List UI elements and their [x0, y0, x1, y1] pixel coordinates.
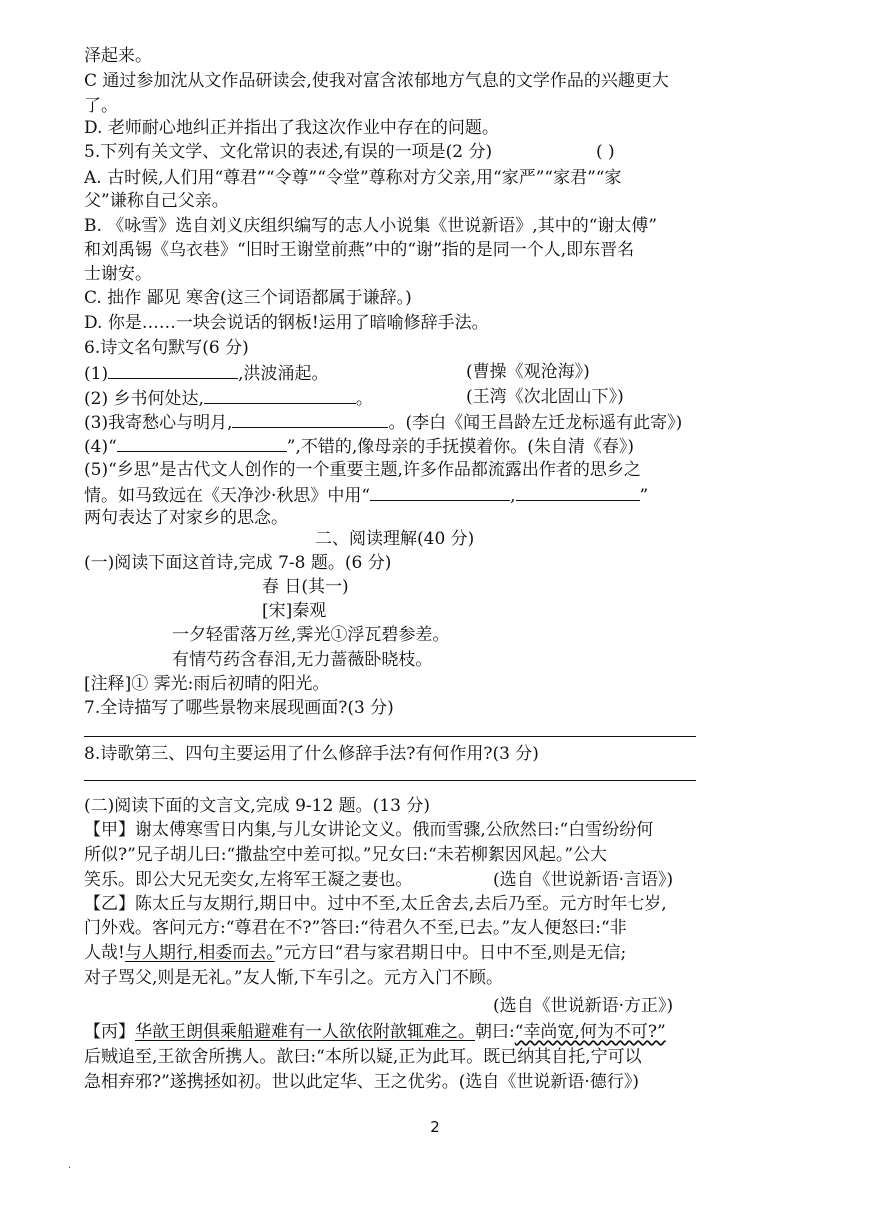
answer-blank[interactable] — [117, 433, 287, 452]
answer-line[interactable] — [84, 780, 696, 781]
question-8: 8.诗歌第三、四句主要运用了什么修辞手法?有何作用?(3 分) — [84, 744, 539, 764]
option-b-cont: 士谢安。 — [84, 264, 152, 284]
option-b-cont: 和刘禹锡《乌衣巷》“旧时王谢堂前燕”中的“谢”指的是同一个人,即东晋名 — [84, 240, 635, 260]
passage-jia: 所似?”兄子胡儿曰:“撒盐空中差可拟。”兄女曰:“未若柳絮因风起。”公大 — [84, 845, 608, 865]
poem-note: [注释]① 霁光:雨后初晴的阳光。 — [84, 674, 330, 694]
q6-item-3: (3)我寄愁心与明月, 。(李白《闻王昌龄左迁龙标遥有此寄》) — [84, 409, 682, 435]
answer-blank[interactable] — [204, 385, 356, 404]
poem-author: [宋]秦观 — [262, 601, 327, 621]
passage-jia: 笑乐。即公大兄无奕女,左将军王凝之妻也。 — [84, 870, 413, 890]
q6-item-5-cont: 两句表达了对家乡的思念。 — [84, 508, 288, 528]
underlined-sentence: 与人期行,相委而去。 — [124, 943, 275, 963]
text-line: D. 老师耐心地纠正并指出了我这次作业中存在的问题。 — [84, 118, 499, 138]
passage-jia: 【甲】谢太傅寒雪日内集,与儿女讲论文义。俄而雪骤,公欣然曰:“白雪纷纷何 — [84, 820, 654, 840]
option-c: C. 拙作 鄙见 寒舍(这三个词语都属于谦辞。) — [84, 288, 412, 308]
q6-item-4: (4)“ ”,不错的,像母亲的手抚摸着你。(朱自清《春》) — [84, 433, 634, 459]
q6-item-2: (2) 乡书何处达, 。 — [84, 385, 373, 411]
section-title: 二、阅读理解(40 分) — [315, 529, 475, 549]
poem-line: 一夕轻雷落万丝,霁光①浮瓦碧参差。 — [172, 625, 450, 645]
passage-bing: 急相弃邪?”遂携拯如初。世以此定华、王之优劣。(选自《世说新语·德行》) — [84, 1072, 639, 1092]
q6-item-5: (5)“乡思”是古代文人创作的一个重要主题,许多作品都流露出作者的思乡之 — [84, 460, 641, 480]
poem-line: 有情芍药含春泪,无力蔷薇卧晓枝。 — [172, 650, 433, 670]
passage-bing: 后贼追至,王欲舍所携人。歆曰:“本所以疑,正为此耳。既已纳其自托,宁可以 — [84, 1047, 642, 1067]
option-a-cont: 父”谦称自己父亲。 — [84, 191, 229, 211]
question-6: 6.诗文名句默写(6 分) — [84, 338, 249, 358]
passage-yi: 人哉!与人期行,相委而去。”元方曰“君与家君期日中。日中不至,则是无信; — [84, 943, 627, 963]
answer-line[interactable] — [84, 736, 696, 737]
question-7: 7.全诗描写了哪些景物来展现画面?(3 分) — [84, 698, 394, 718]
q6-item-1: (1) ,洪波涌起。 — [84, 360, 329, 386]
option-a: A. 古时候,人们用“尊君”“令尊”“令堂”尊称对方父亲,用“家严”“家君”“家 — [84, 168, 622, 188]
text-line: 泽起来。 — [84, 46, 152, 66]
text-line: 了。 — [84, 96, 118, 116]
passage-source: (选自《世说新语·方正》) — [493, 996, 674, 1016]
text-line: C 通过参加沈从文作品研读会,使我对富含浓郁地方气息的文学作品的兴趣更大 — [84, 71, 669, 91]
poem-title: 春 日(其一) — [262, 577, 349, 597]
answer-blank[interactable] — [370, 482, 510, 501]
wavy-underlined-sentence: “幸尚宽,何为不可?” — [514, 1022, 666, 1042]
q6-item-2-source: (王湾《次北固山下》) — [466, 387, 624, 407]
prose-intro: (二)阅读下面的文言文,完成 9-12 题。(13 分) — [84, 796, 430, 816]
passage-bing: 【丙】华歆王朗俱乘船避难有一人欲依附歆辄难之。朝曰:“幸尚宽,何为不可?” — [84, 1022, 666, 1042]
underlined-sentence: 华歆王朗俱乘船避难有一人欲依附歆辄难之。 — [135, 1022, 475, 1042]
option-d: D. 你是……一块会说话的钢板!运用了暗喻修辞手法。 — [84, 313, 489, 333]
passage-yi: 【乙】陈太丘与友期行,期日中。过中不至,太丘舍去,去后乃至。元方时年七岁, — [84, 894, 667, 914]
page-number: 2 — [430, 1118, 440, 1136]
poem-intro: (一)阅读下面这首诗,完成 7-8 题。(6 分) — [84, 553, 392, 573]
passage-source: (选自《世说新语·言语》) — [493, 870, 674, 890]
answer-blank[interactable] — [108, 360, 238, 379]
answer-blank[interactable] — [516, 482, 640, 501]
question-5: 5.下列有关文学、文化常识的表述,有误的一项是(2 分) — [84, 142, 493, 162]
answer-blank[interactable] — [232, 409, 388, 428]
q6-item-5-cont: 情。如马致远在《天净沙·秋思》中用“ , ” — [84, 482, 648, 508]
option-b: B. 《咏雪》选自刘义庆组织编写的志人小说集《世说新语》,其中的“谢太傅” — [84, 216, 658, 236]
answer-bracket: ( ) — [596, 142, 615, 162]
scan-speck: · — [68, 1163, 72, 1174]
q6-item-1-source: (曹操《观沧海》) — [466, 362, 590, 382]
passage-yi: 门外戏。客问元方:“尊君在不?”答曰:“待君久不至,已去。”友人便怒曰:“非 — [84, 918, 627, 938]
passage-yi: 对子骂父,则是无礼。”友人惭,下车引之。元方入门不顾。 — [84, 968, 503, 988]
